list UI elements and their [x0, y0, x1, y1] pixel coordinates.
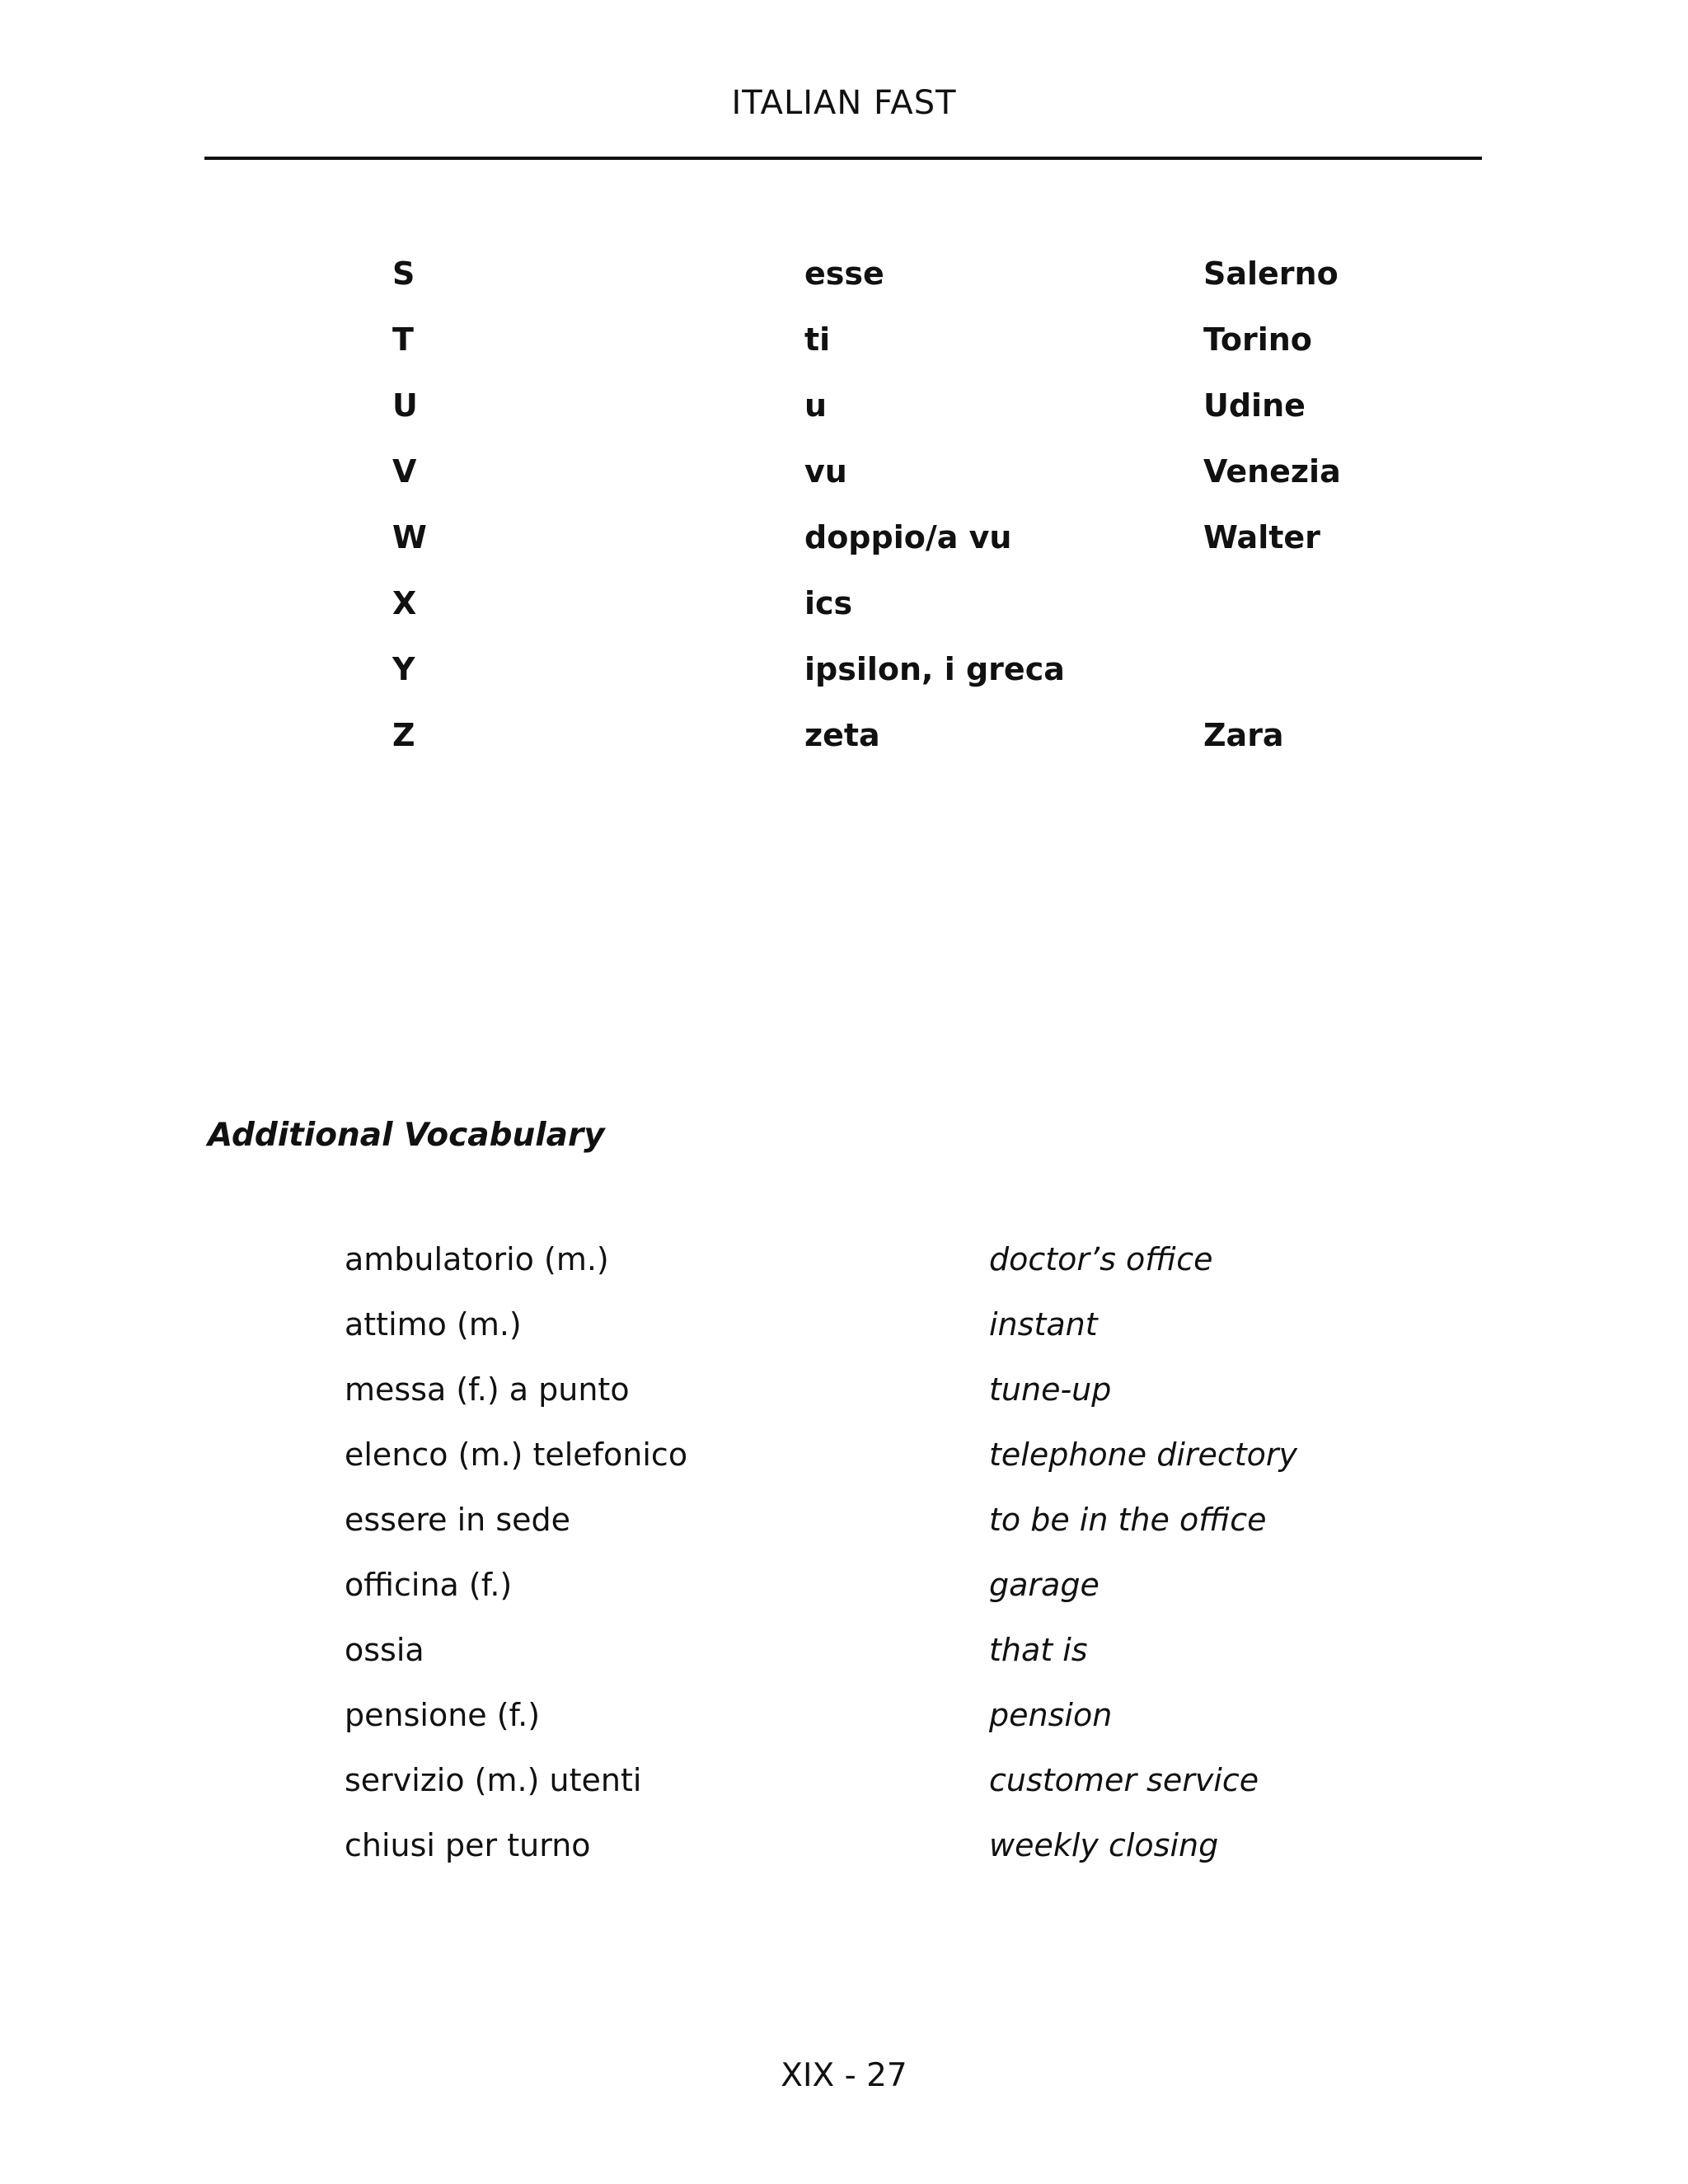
alphabet-letter: Z — [392, 717, 415, 753]
vocabulary-item — [0, 1436, 1688, 1486]
alphabet-city: Salerno — [1203, 255, 1339, 292]
alphabet-letter-name: vu — [804, 453, 847, 490]
alphabet-letter: Y — [392, 651, 415, 687]
alphabet-letter-name: ipsilon, i greca — [804, 651, 1065, 687]
page-header-title: ITALIAN FAST — [731, 84, 957, 122]
vocabulary-italian: elenco (m.) telefonico — [345, 1436, 688, 1473]
vocabulary-italian: essere in sede — [345, 1502, 570, 1538]
page-number: XIX - 27 — [781, 2057, 907, 2094]
vocabulary-item — [0, 1567, 1688, 1616]
section-title: Additional Vocabulary — [208, 1117, 605, 1154]
alphabet-letter-name: ti — [804, 321, 831, 358]
alphabet-letter-name: u — [804, 387, 828, 424]
vocabulary-item — [0, 1762, 1688, 1811]
vocabulary-english: garage — [989, 1567, 1100, 1603]
vocabulary-english: doctor’s office — [989, 1241, 1213, 1277]
vocabulary-english: tune-up — [989, 1371, 1112, 1408]
alphabet-city: Walter — [1203, 519, 1320, 555]
vocabulary-italian: ambulatorio (m.) — [345, 1241, 609, 1277]
alphabet-city: Torino — [1203, 321, 1312, 358]
vocabulary-english: to be in the office — [989, 1502, 1267, 1538]
vocabulary-italian: chiusi per turno — [345, 1827, 591, 1863]
alphabet-letter: V — [392, 453, 417, 490]
vocabulary-english: pension — [989, 1697, 1113, 1733]
alphabet-city: Zara — [1203, 717, 1284, 753]
alphabet-letter: T — [392, 321, 414, 358]
alphabet-letter-name: esse — [804, 255, 884, 292]
alphabet-letter: U — [392, 387, 418, 424]
vocabulary-italian: servizio (m.) utenti — [345, 1762, 642, 1798]
alphabet-letter: X — [392, 585, 417, 621]
vocabulary-english: weekly closing — [989, 1827, 1219, 1863]
vocabulary-italian: pensione (f.) — [345, 1697, 541, 1733]
alphabet-row — [0, 387, 1688, 437]
vocabulary-italian: messa (f.) a punto — [345, 1371, 630, 1408]
vocabulary-item — [0, 1502, 1688, 1551]
alphabet-letter: S — [392, 255, 415, 292]
vocabulary-item — [0, 1371, 1688, 1421]
alphabet-row — [0, 321, 1688, 371]
alphabet-row — [0, 519, 1688, 569]
alphabet-row — [0, 585, 1688, 635]
alphabet-letter-name: ics — [804, 585, 853, 621]
vocabulary-item — [0, 1241, 1688, 1291]
vocabulary-item — [0, 1697, 1688, 1746]
alphabet-letter-name: doppio/a vu — [804, 519, 1012, 555]
vocabulary-english: that is — [989, 1632, 1088, 1668]
alphabet-row — [0, 453, 1688, 503]
vocabulary-english: instant — [989, 1306, 1098, 1343]
alphabet-row — [0, 255, 1688, 305]
vocabulary-item — [0, 1827, 1688, 1877]
alphabet-letter: W — [392, 519, 427, 555]
vocabulary-english: telephone directory — [989, 1436, 1298, 1473]
alphabet-row — [0, 717, 1688, 766]
vocabulary-item — [0, 1632, 1688, 1681]
vocabulary-italian: ossia — [345, 1632, 424, 1668]
alphabet-city: Udine — [1203, 387, 1306, 424]
vocabulary-italian: officina (f.) — [345, 1567, 513, 1603]
alphabet-letter-name: zeta — [804, 717, 880, 753]
alphabet-city: Venezia — [1203, 453, 1341, 490]
vocabulary-italian: attimo (m.) — [345, 1306, 522, 1343]
vocabulary-english: customer service — [989, 1762, 1259, 1798]
vocabulary-item — [0, 1306, 1688, 1356]
header-divider — [204, 157, 1482, 160]
alphabet-row — [0, 651, 1688, 701]
